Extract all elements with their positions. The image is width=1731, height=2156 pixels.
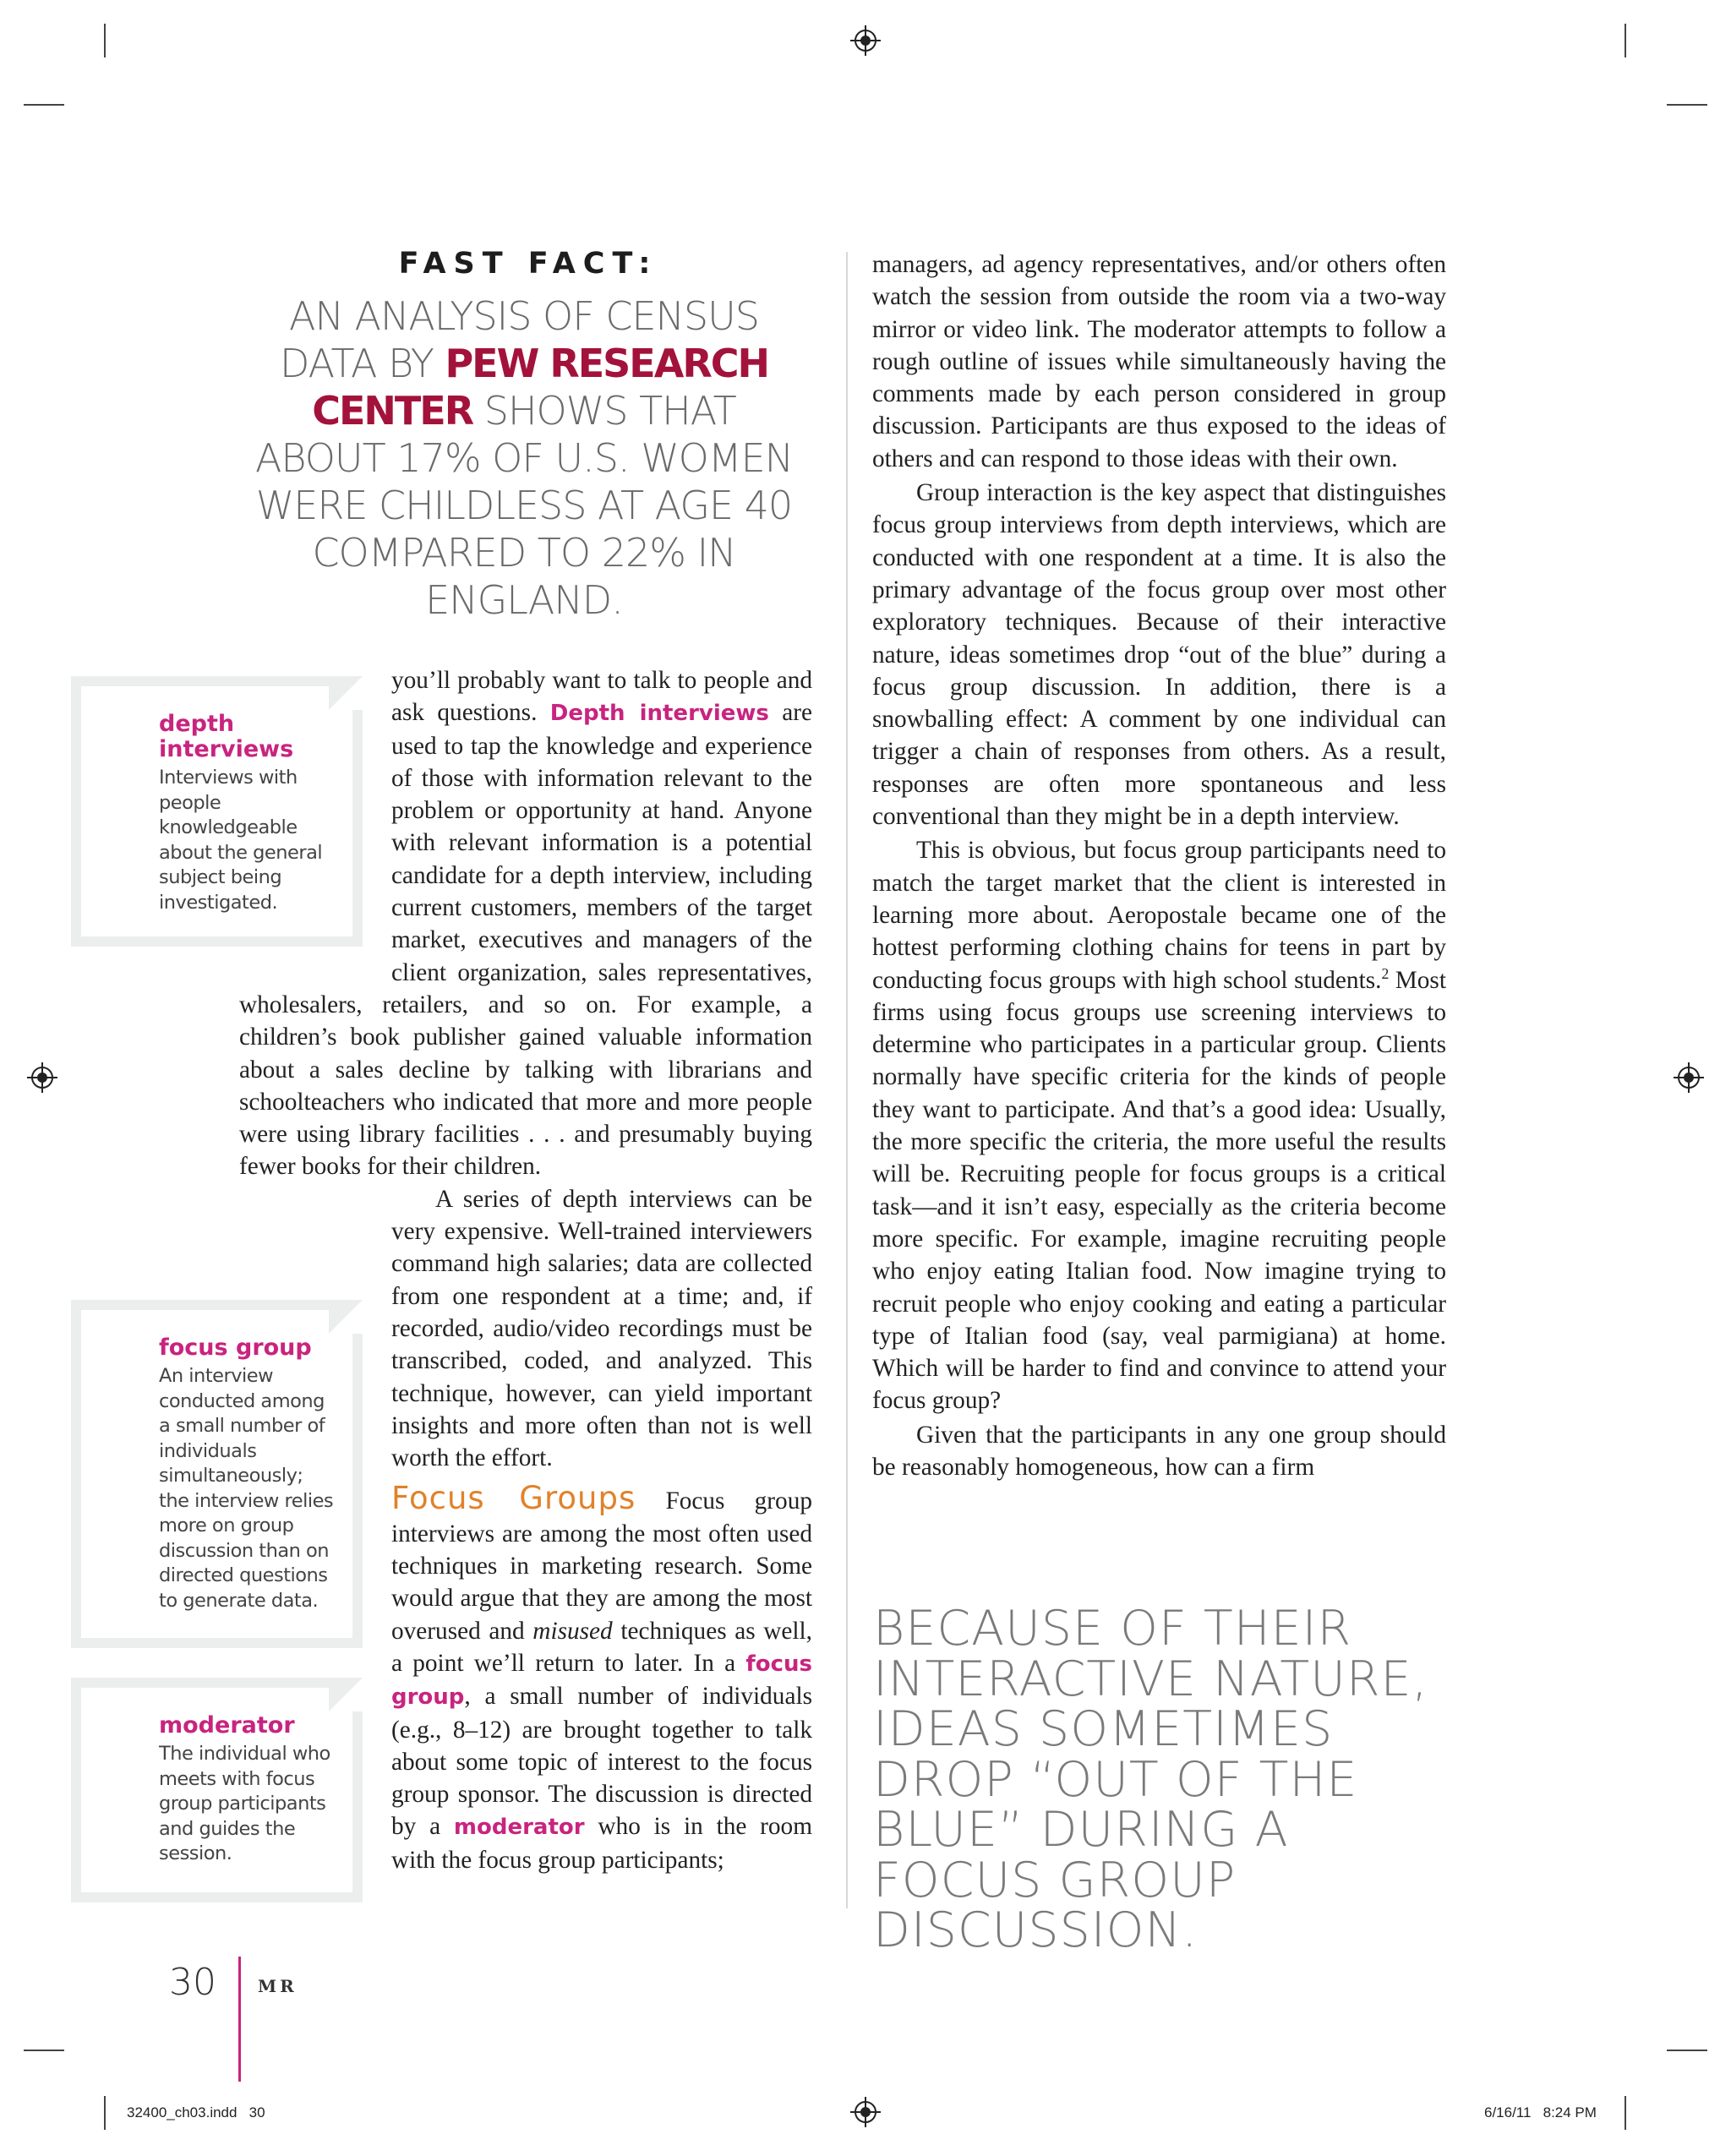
page-fold-icon <box>329 1300 363 1334</box>
paragraph: managers, ad agency representatives, and/or others often watch the session from outside the room via a two-way mirror or video link. The moderator attempts to follow a rough outline of issues while simultaneously having the comments made by each person considered in group discussion. Participants are thus exposed to the ideas of others and can respond to those ideas with their own. <box>872 251 1446 472</box>
folio-rule <box>238 1957 241 2082</box>
registration-mark-icon <box>1674 1062 1704 1093</box>
glossary-term: depth interviews <box>159 711 294 762</box>
footnote-ref: 2 <box>1381 964 1390 982</box>
fast-fact-highlight: PEW RESEARCH CENTER <box>312 341 769 434</box>
glossary-box-moderator <box>71 1678 363 1902</box>
slug-date: 6/16/11 8:24 PM <box>1484 2104 1597 2121</box>
column-divider <box>846 252 848 1908</box>
page-fold-icon <box>329 676 363 710</box>
paragraph-text: you’ll probably want to talk to people and ask questions. <box>391 667 812 727</box>
paragraph-text: techniques as well, a point we’ll return to later. In a <box>391 1617 812 1677</box>
fast-fact-text-start: AN ANALYSIS OF CENSUS DATA BY <box>279 293 759 386</box>
body-column-right <box>872 248 1446 1483</box>
glossary-definition: The individual who meets with focus group participants and guides the session. <box>159 1743 330 1864</box>
paragraph-text: are used to tap the knowledge and experience of those with information relevant to the problem or opportunity at hand. Anyone with relevant information is a potential candidate for a depth interview, including current customers, members of the target market, executives and managers of the client organization, sales representatives, wholesalers, retailers, and so on. For example, a children’s book publisher gained valuable information about a sales decline by talking with librarians and schoolteachers who indicated that more and more people were using library facilities . . . and presumably buying fewer books for their children. <box>239 699 812 1181</box>
paragraph-text: This is obvious, but focus group participants need to match the target market that the client is interested in learning more about. Aeropostale became one of the hottest performing clothing chains for teens in part by conducting focus groups with high school students. <box>872 837 1446 994</box>
crop-mark <box>24 2050 64 2051</box>
registration-mark-icon <box>850 25 881 56</box>
crop-mark <box>1625 24 1626 57</box>
paragraph-text: Focus group interviews are among the most often used techniques in marketing research. Some would argue that they are among the most overused and <box>391 1487 812 1645</box>
registration-mark-icon <box>850 2097 881 2127</box>
fast-fact-heading: FAST FACT: <box>398 247 658 281</box>
crop-mark <box>1667 104 1707 106</box>
key-term-moderator: moderator <box>453 1815 585 1841</box>
key-term-depth-interviews: Depth interviews <box>549 701 769 727</box>
paragraph <box>872 834 1446 1416</box>
paragraph-text: A series of depth interviews can be very expensive. Well-trained interviewers command high salaries; data are collected from one respondent at a time; and, if recorded, audio/video recordings must be transcribed, coded, and analyzed. This technique, however, can yield important insights and more often than not is well worth the effort. <box>391 1185 812 1472</box>
glossary-box-focus-group <box>71 1300 363 1648</box>
section-heading-focus-groups: Focus Groups <box>391 1480 636 1517</box>
glossary-box-depth-interviews <box>71 676 363 947</box>
paragraph-text: , a small number of individuals (e.g., 8–12) are brought together to talk about some topic of interest to the focus group sponsor. The discussion is directed by a <box>391 1683 812 1841</box>
paragraph-text: who is in the room with the focus group participants; <box>391 1813 812 1874</box>
pull-quote: BECAUSE OF THEIR INTERACTIVE NATURE, IDEAS SOMETIMES DROP “OUT OF THE BLUE” DURING A FOCUS GROUP DISCUSSION. <box>873 1601 1428 1958</box>
glossary-term: moderator <box>159 1712 295 1738</box>
crop-mark <box>24 104 64 106</box>
paragraph: Group interaction is the key aspect that distinguishes focus group interviews from depth interviews, which are conducted with one respondent at a time. It is also the primary advantage of the focus group over most other exploratory techniques. Because of their interactive nature, ideas sometimes drop “out of the blue” during a focus group discussion. In addition, there is a snowballing effect: A comment by one individual can trigger a chain of responses from others. As a result, responses are often more spontaneous and less conventional than they might be in a depth interview. <box>872 479 1446 831</box>
running-head: MR <box>258 1976 298 1996</box>
paragraph: Given that the participants in any one group should be reasonably homogeneous, how can a firm <box>872 1421 1446 1481</box>
crop-mark <box>104 24 106 57</box>
glossary-definition: An interview conducted among a small number of individuals simultaneously; the interview relies more on group discussion than on directed questions to generate data. <box>159 1365 334 1612</box>
fast-fact-text <box>245 292 803 624</box>
emphasis: misused <box>532 1617 613 1645</box>
fast-fact-text-end: SHOWS THAT ABOUT 17% OF U.S. WOMEN WERE CHILDLESS AT AGE 40 COMPARED TO 22% IN ENGLAND. <box>254 388 794 623</box>
crop-mark <box>104 2096 106 2130</box>
page-number: 30 <box>169 1961 216 2004</box>
registration-mark-icon <box>27 1062 57 1093</box>
glossary-term: focus group <box>159 1335 312 1361</box>
glossary-definition: Interviews with people knowledgeable about the general subject being investigated. <box>159 767 323 914</box>
paragraph-text: Most firms using focus groups use screening interviews to determine who participates in a particular group. Clients normally have specific criteria for the kinds of people they want to participate. And that’s a good idea: Usually, the more specific the criteria, the more useful the results will be. Recruiting people for focus groups is a critical task—and it isn’t easy, especially as the criteria become more specific. For example, imagine recruiting people who enjoy eating Italian food. Now imagine trying to recruit people who enjoy cooking and eating a particular type of Italian food (say, veal parmigiana) at home. Which will be harder to find and convince to attend your focus group? <box>872 966 1446 1415</box>
crop-mark <box>1625 2096 1626 2130</box>
page-fold-icon <box>329 1678 363 1711</box>
slug-filename: 32400_ch03.indd 30 <box>127 2104 265 2121</box>
key-term-focus-group: focus group <box>391 1651 812 1711</box>
crop-mark <box>1667 2050 1707 2051</box>
